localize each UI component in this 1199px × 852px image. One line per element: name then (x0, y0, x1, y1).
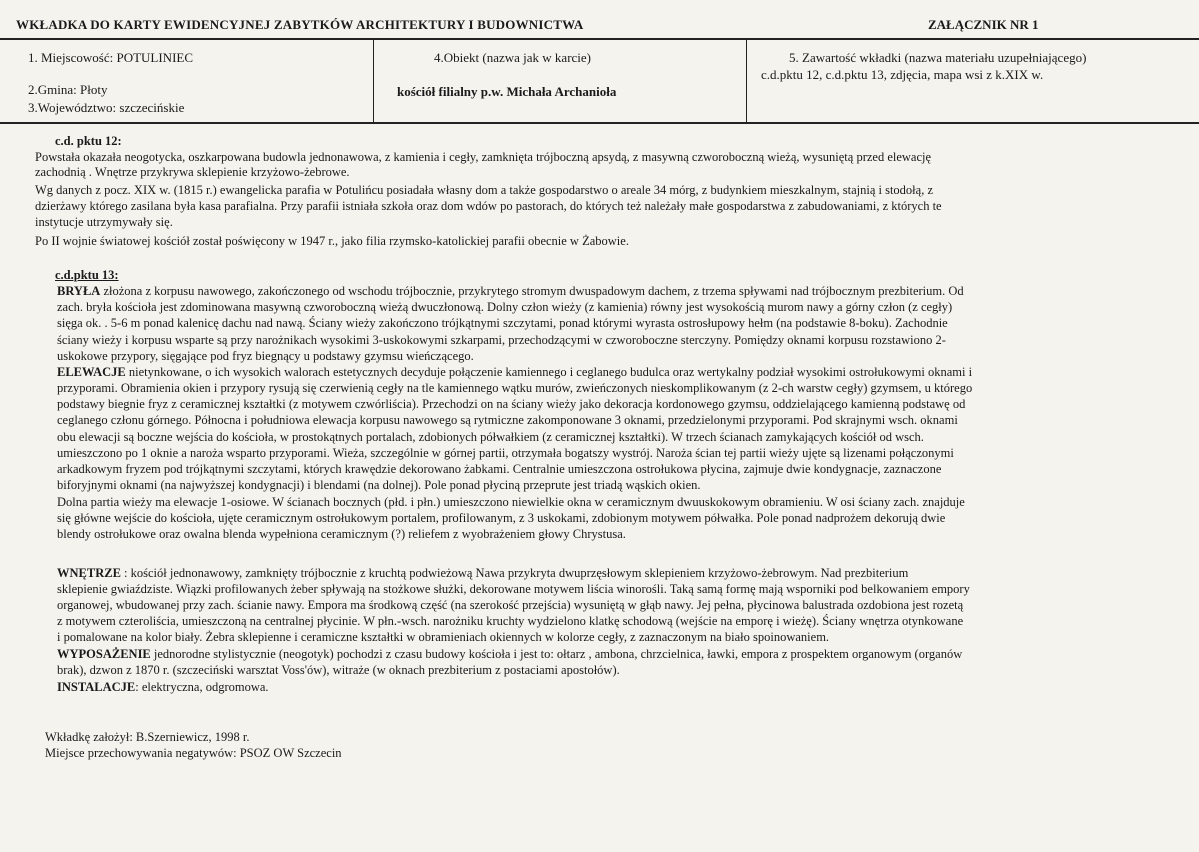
bryla-line: uskokowe przypory, sięgające pod fryz biegnący u podstawy gzymsu wieńczącego. (57, 349, 474, 363)
bryla-line: zach. bryła kościoła jest zdominowana masywną czworoboczną wieżą dwuczłonową. Dolny człon wieży (z kamienia) równy jest wysokością murom nawy a górny człon (z cegły) (57, 300, 953, 314)
bryla-line: ściany wieży i korpusu wsparte są przy narożnikach wysokimi 3-uskokowymi szkarpami, przechodzącymi w czworoboczne sterczyny. Pomiędzy oknami korpusu rozstawiono 2- (57, 333, 946, 347)
contents-label: 5. Zawartość wkładki (nazwa materiału uzupełniającego) (789, 50, 1087, 65)
document-title: WKŁADKA DO KARTY EWIDENCYJNEJ ZABYTKÓW ARCHITEKTURY I BUDOWNICTWA (16, 17, 584, 32)
section12-line: instytucje utrzymywały się. (35, 215, 173, 229)
elewacje-lead: ELEWACJE (57, 365, 126, 379)
locality-field: 1. Miejscowość: POTULINIEC (28, 50, 194, 65)
author-note: Wkładkę założył: B.Szerniewicz, 1998 r. (45, 730, 250, 744)
bryla-line: sięga ok. . 5-6 m ponad kalenicę dachu nad nawą. Ściany wieży zakończono trójkątnymi szczytami, ponad którymi wyrasta ostrosłupowy hełm (na podstawie 8-boku). Zachodnie (57, 316, 948, 330)
instalacje-text: : elektryczna, odgromowa. (135, 680, 269, 694)
wnetrze-lead: WNĘTRZE (57, 566, 121, 580)
bryla-lead: BRYŁA (57, 284, 101, 298)
elewacje-line: obu elewacji są boczne wejścia do kościoła, w prostokątnych portalach, zdobionych półwałkiem (z ceramicznej kształtki). W trzech ścianach zamykających kościół od wsch. (57, 430, 924, 444)
wyposazenie-line (57, 647, 962, 662)
elewacje-line (57, 365, 972, 380)
section12-heading: c.d. pktu 12: (55, 134, 122, 148)
elewacje-line: umieszczono po 1 oknie a naroża wsparto przyporami. Wieża, szczególnie w górnej partii, otrzymała bogatszy wystrój. Naroża ścian tej partii wieży ujęte są lizenami połączonymi (57, 446, 954, 460)
storage-note: Miejsce przechowywania negatywów: PSOZ OW Szczecin (45, 746, 342, 760)
elewacje-line: blendy ostrołukowe oraz owalna blenda wypełniona ceramicznym (?) reliefem z wyobrażeniem głowy Chrystusa. (57, 527, 626, 541)
object-label: 4.Obiekt (nazwa jak w karcie) (434, 50, 592, 65)
wnetrze-line: i pomalowane na kolor biały. Żebra sklepienne i ceramiczne kształtki w obramieniach okiennych w kolorze cegły, z zaznaczonym na biało spoinowaniem. (57, 630, 830, 644)
section12-line: Wg danych z pocz. XIX w. (1815 r.) ewangelicka parafia w Potulińcu posiadała własny dom a także gospodarstwo o areale 34 mórg, z budynkiem mieszkalnym, stajnią i stodołą, z (35, 183, 934, 197)
section12-line: Powstała okazała neogotycka, oszkarpowana budowla jednonawowa, z kamienia i cegły, zamknięta trójboczną apsydą, z masywną czworoboczną wieżą, wysuniętą przed elewację (35, 150, 932, 164)
bryla-line (57, 284, 964, 299)
elewacje-line: biforyjnymi oknami (na najwyższej kondygnacji) i blendami (na dolnej). Pole ponad płyciną przeprute jest triadą wąskich okien. (57, 478, 701, 492)
section13-heading: c.d.pktu 13: (55, 268, 119, 282)
elewacje-line: podstawy biegnie fryz z ceramicznej kształtki (z motywem czwórliścia). Przechodzi on na ściany wieży jako dekoracja kordonowego gzymsu, oddzielającego kamienną podstawę od (57, 397, 966, 411)
bryla-text: złożona z korpusu nawowego, zakończonego od wschodu trójbocznie, przykrytego stromym dwuspadowym dachem, z trzema spływami nad trójbocznym prezbiterium. Od (100, 284, 964, 298)
elewacje-line: się główne wejście do kościoła, ujęte ceramicznym ostrołukowym portalem, profilowanym, z 3 uskokami, zdobionym motywem półwałka. Pole ponad nadprożem dekorują dwie (57, 511, 946, 525)
wyposazenie-text: jednorodne stylistycznie (neogotyk) pochodzi z czasu budowy kościoła i jest to: ołtarz , ambona, chrzcielnica, ławki, empora z prospektem organowym (organów (150, 647, 963, 661)
wnetrze-line (57, 566, 908, 581)
commune-field: 2.Gmina: Płoty (28, 82, 108, 97)
elewacje-line: arkadkowym fryzem pod trójkątnymi szczytami, których krawędzie dekorowano żabkami. Centralnie umieszczona ostrołukowa płycina, zajmuje dwie kondygnacje, zaznaczone (57, 462, 942, 476)
elewacje-line: Dolna partia wieży ma elewacje 1-osiowe. W ścianach bocznych (płd. i płn.) umieszczono niewielkie okna w ceramicznym dwuuskokowym obramieniu. W osi ściany zach. znajduje (57, 495, 965, 509)
wnetrze-line: organowej, wbudowanej przy zach. ścianie nawy. Empora ma środkową część (na szerokość przejścia) wysuniętą w głąb nawy. Jej pełna, płycinowa balustrada ozdobiona jest rozetą (57, 598, 964, 612)
wyposazenie-line: brak), dzwon z 1870 r. (szczeciński warsztat Voss'ów), witraże (w oknach prezbiterium z postaciami apostołów). (57, 663, 620, 677)
section12-line: zachodnią . Wnętrze przykrywa sklepienie krzyżowo-żebrowe. (35, 165, 350, 179)
wnetrze-line: sklepienie gwiaździste. Wiązki profilowanych żeber spływają na stożkowe służki, dekorowane motywem liścia winorośli. Taką samą formę mają wsporniki pod belkowaniem empory (57, 582, 970, 596)
wnetrze-text: : kościół jednonawowy, zamknięty trójbocznie z kruchtą podwieżową Nawa przykryta dwuprzęsłowym sklepieniem krzyżowo-żebrowym. Nad prezbiterium (120, 566, 909, 580)
instalacje-lead: INSTALACJE (57, 680, 136, 694)
elewacje-line: przyporami. Obramienia okien i przypory rysują się czerwienią cegły na tle kamiennego wątku murów, zwieńczonych nieskomplikowanym (z 2-ch warstw cegły) gzymsem, u którego (57, 381, 973, 395)
annex-label: ZAŁĄCZNIK NR 1 (928, 17, 1039, 32)
wnetrze-line: z motywem czteroliścia, umieszczoną na centralnej płycinie. W płn.-wsch. narożniku kruchty wydzielono klatkę schodową (wejście na emporę i wieżę). Ściany wnętrza otynkowane (57, 614, 964, 628)
contents-value: c.d.pktu 12, c.d.pktu 13, zdjęcia, mapa wsi z k.XIX w. (761, 67, 1044, 82)
instalacje-line (57, 680, 269, 695)
section12-line: Po II wojnie światowej kościół został poświęcony w 1947 r., jako filia rzymsko-katolickiej parafii obecnie w Żabowie. (35, 234, 629, 248)
elewacje-line: ceglanego członu górnego. Północna i południowa elewacja korpusu nawowego są rytmiczne zakomponowane 3 oknami, przedzielonymi przyporami. Pod skrajnymi wsch. oknami (57, 413, 958, 427)
object-name: kościół filialny p.w. Michała Archanioła (397, 84, 617, 99)
elewacje-text: nietynkowane, o ich wysokich walorach estetycznych decyduje połączenie kamiennego i ceglanego budulca oraz wertykalny podział wysokimi ostrołukowymi oknami i (125, 365, 973, 379)
voivodeship-field: 3.Województwo: szczecińskie (28, 100, 185, 115)
section12-line: dzierżawy którego zasilana była kasa parafialna. Przy parafii istniała szkoła oraz dom wdów po pastorach, do których też należały małe gospodarstwa z zabudowaniami, z których te (35, 199, 942, 213)
wyposazenie-lead: WYPOSAŻENIE (57, 647, 151, 661)
